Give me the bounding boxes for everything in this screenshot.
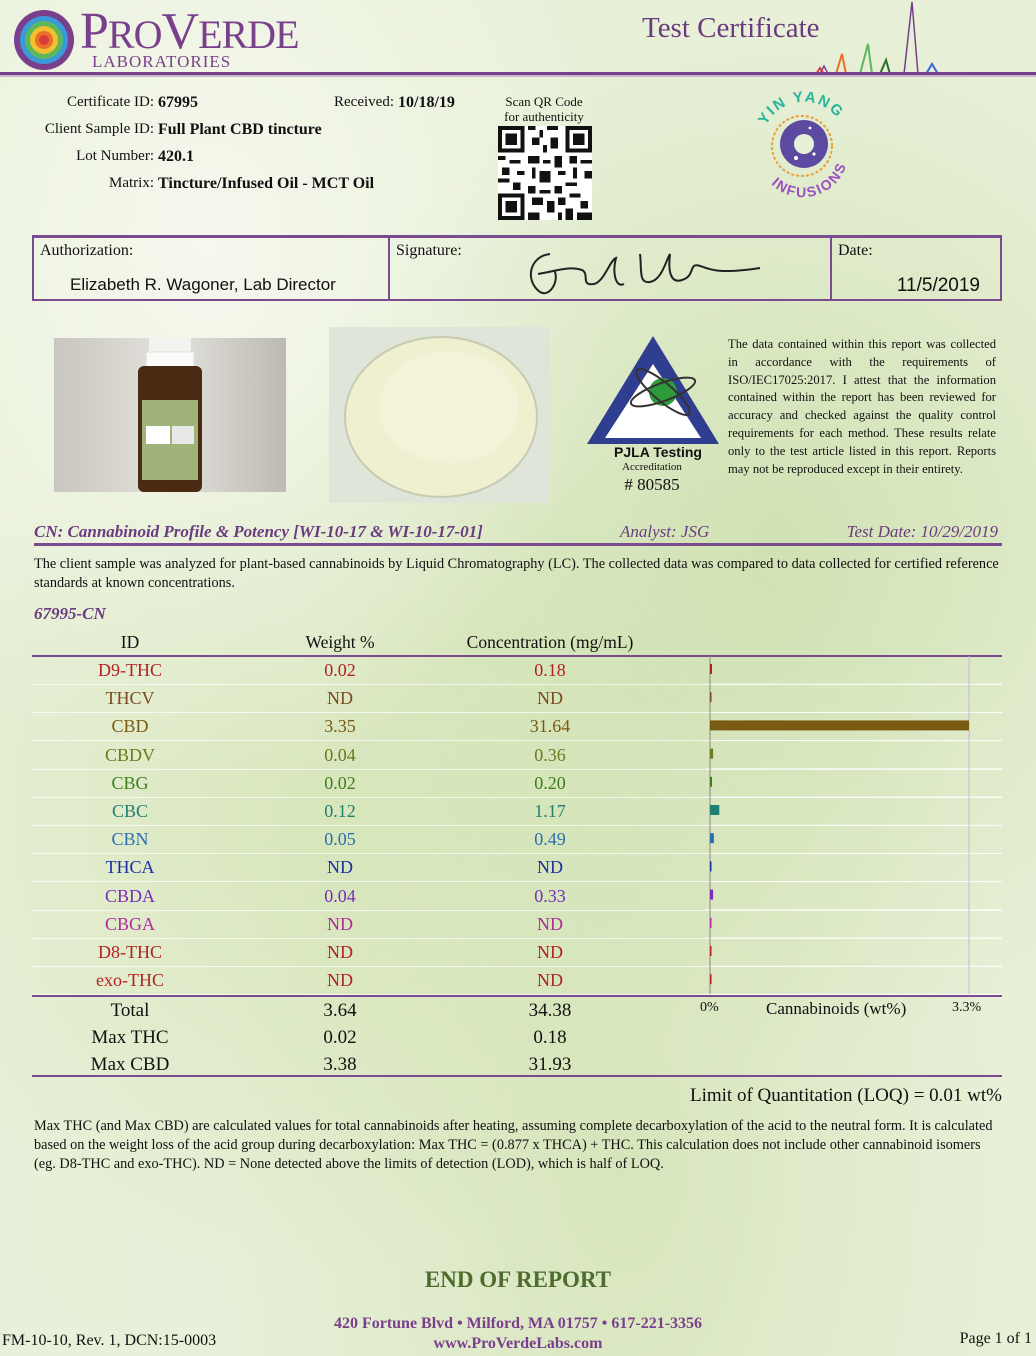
authorizer-name: Elizabeth R. Wagoner, Lab Director xyxy=(70,275,336,294)
matrix-value: Tincture/Infused Oil - MCT Oil xyxy=(158,175,375,192)
client-sample-id-value: Full Plant CBD tincture xyxy=(158,121,322,138)
chart-bar-d8-thc xyxy=(710,946,712,956)
qr-code-icon[interactable] xyxy=(498,126,592,220)
concentration: ND xyxy=(537,970,563,991)
lot-number-value: 420.1 xyxy=(158,148,194,165)
concentration: 0.20 xyxy=(534,772,566,793)
end-of-report: END OF REPORT xyxy=(424,1267,612,1292)
cannabinoid-id: CBN xyxy=(111,829,149,850)
weight-percent: 0.05 xyxy=(324,829,356,850)
chart-bar-cbc xyxy=(710,805,719,815)
chart-bar-cbda xyxy=(710,890,713,900)
total-weight: 3.64 xyxy=(323,1000,357,1021)
weight-percent: ND xyxy=(327,970,353,991)
pjla-accreditation-logo xyxy=(583,334,721,496)
concentration: 0.49 xyxy=(534,829,566,850)
cannabinoid-id: CBD xyxy=(111,716,149,737)
chart-bar-cbdv xyxy=(710,749,713,759)
authorization-cell xyxy=(34,238,390,299)
pjla-name: PJLA Testing xyxy=(614,444,702,460)
totals-rule xyxy=(32,1075,1002,1077)
chart-bar-cbg xyxy=(710,777,712,787)
weight-percent: 0.02 xyxy=(324,660,356,680)
concentration: ND xyxy=(537,942,563,962)
concentration: 0.33 xyxy=(534,885,566,906)
lab-website-link[interactable]: www.ProVerdeLabs.com xyxy=(433,1335,603,1352)
document-title: Test Certificate xyxy=(642,12,820,44)
chart-tick-min: 0% xyxy=(700,1000,719,1015)
cannabinoid-id: CBC xyxy=(111,801,149,821)
form-id: FM-10-10, Rev. 1, DCN:15-0003 xyxy=(2,1332,217,1349)
client-logo-top-text: YIN YANG xyxy=(754,88,848,128)
calculation-notes: Max THC (and Max CBD) are calculated values for total cannabinoids after heating, assuming complete decarboxylation of the acid to the neutral form. It is calculated based on the weight loss of the acid group during decarboxylation: Max THC = (0.877 x THCA) + THC. This calculation does not include other cannabinoid isomers (eg. D8-THC and exo-THC). ND = None detected above the limits of detection (LOD), which is half of LOQ. xyxy=(34,1118,993,1172)
chart-bar-exo-thc xyxy=(710,974,712,984)
cannabinoid-id: CBG xyxy=(111,772,149,793)
weight-percent: 3.35 xyxy=(324,716,356,737)
chart-bar-cbn xyxy=(710,833,714,843)
test-date: Test Date: 10/29/2019 xyxy=(846,522,998,541)
concentration: 0.36 xyxy=(534,744,566,765)
logo-subtitle: LABORATORIES xyxy=(92,52,232,71)
cannabinoid-id: THCV xyxy=(105,688,155,709)
certificate-id-label: Certificate ID: xyxy=(66,94,154,110)
total-weight: 0.02 xyxy=(323,1027,357,1048)
pjla-number: # 80585 xyxy=(624,475,680,494)
weight-percent: 0.04 xyxy=(324,744,356,765)
lab-address: 420 Fortune Blvd • Milford, MA 01757 • 617-221-3356 xyxy=(333,1315,703,1332)
weight-percent: 0.12 xyxy=(324,801,356,821)
cannabinoid-id: CBDV xyxy=(104,744,155,765)
pjla-sub: Accreditation xyxy=(622,461,682,473)
concentration: ND xyxy=(537,688,563,709)
chart-axis-label: Cannabinoids (wt%) xyxy=(766,999,907,1018)
yin-yang-infusions-logo-icon xyxy=(740,88,864,198)
total-row xyxy=(32,998,682,1025)
weight-percent: ND xyxy=(327,913,353,934)
chart-bar-thca xyxy=(710,861,712,871)
pjla-triangle-icon xyxy=(583,334,721,446)
chart-bar-cbga xyxy=(710,918,712,928)
cannabinoid-id: CBDA xyxy=(104,885,155,906)
total-concentration: 34.38 xyxy=(528,1000,572,1021)
weight-percent: ND xyxy=(327,942,353,962)
results-body-rule xyxy=(32,995,1002,997)
weight-percent: 0.04 xyxy=(324,885,356,906)
logo-wordmark: PROVERDE xyxy=(80,3,299,60)
total-concentration: 31.93 xyxy=(528,1054,572,1075)
col-header-weight: Weight % xyxy=(305,632,375,652)
total-row xyxy=(32,1025,682,1052)
chart-bar-d9-thc xyxy=(710,664,712,674)
cannabinoid-id: D9-THC xyxy=(98,660,162,680)
method-description: The client sample was analyzed for plant-based cannabinoids by Liquid Chromatography (LC). The collected data was compared to data collected for certified reference standards at known concentrations. xyxy=(34,556,999,591)
section-header xyxy=(34,522,1002,546)
cannabinoid-id: D8-THC xyxy=(98,942,162,962)
chart-bar-cbd xyxy=(710,720,969,730)
total-label: Total xyxy=(110,1000,150,1021)
sample-id: 67995-CN xyxy=(34,604,106,623)
concentration: 1.17 xyxy=(534,801,566,821)
certificate-id-value: 67995 xyxy=(158,94,198,111)
received-label: Received: xyxy=(334,94,394,110)
chromatogram-peaks-graphic xyxy=(800,0,1036,80)
weight-percent: 0.02 xyxy=(324,772,356,793)
cannabinoid-bar-chart xyxy=(706,656,1002,996)
handwritten-signature xyxy=(520,240,780,298)
client-logo-bottom-text: INFUSIONS xyxy=(768,159,850,198)
concentration: 0.18 xyxy=(534,660,566,680)
oil-sample-photo xyxy=(329,327,550,503)
page-number: Page 1 of 1 xyxy=(959,1330,1032,1347)
total-label: Max THC xyxy=(91,1027,169,1048)
authorization-table xyxy=(32,235,1002,301)
signature-label: Signature: xyxy=(396,242,462,259)
lot-number-label: Lot Number: xyxy=(76,148,154,164)
total-weight: 3.38 xyxy=(323,1054,357,1075)
chart-tick-max: 3.3% xyxy=(952,1000,982,1015)
col-header-id: ID xyxy=(120,632,140,652)
concentration: ND xyxy=(537,913,563,934)
col-header-concentration: Concentration (mg/mL) xyxy=(466,632,634,652)
qr-label: Scan QR Code for authenticity xyxy=(504,94,584,124)
signature-cell xyxy=(390,238,832,299)
date-label: Date: xyxy=(838,242,873,259)
matrix-label: Matrix: xyxy=(109,175,154,191)
date-value: 11/5/2019 xyxy=(896,275,980,296)
analyst: Analyst: JSG xyxy=(620,522,710,541)
concentration: 31.64 xyxy=(529,716,571,737)
accreditation-statement: The data contained within this report was collected in accordance with the requirements of ISO/IEC17025:2017. I attest that the information contained within the report has been reviewed for accuracy and checked against the quality control requirements for each method. These results relate only to the test article listed in this report. Reports may not be reproduced except in their entirety. xyxy=(728,337,996,476)
cannabinoid-id: THCA xyxy=(105,857,155,878)
proverde-logo-icon xyxy=(12,8,76,72)
client-sample-id-label: Client Sample ID: xyxy=(44,121,154,137)
weight-percent: ND xyxy=(327,688,353,709)
total-concentration: 0.18 xyxy=(533,1027,567,1048)
chart-bar-thcv xyxy=(710,692,712,702)
cannabinoid-id: exo-THC xyxy=(96,970,164,991)
cannabinoid-id: CBGA xyxy=(104,913,155,934)
date-cell xyxy=(832,238,1000,299)
weight-percent: ND xyxy=(327,857,353,878)
received-value: 10/18/19 xyxy=(398,94,455,111)
authorization-label: Authorization: xyxy=(40,242,134,259)
loq-statement: Limit of Quantitation (LOQ) = 0.01 wt% xyxy=(689,1085,1002,1106)
concentration: ND xyxy=(537,857,563,878)
section-title: CN: Cannabinoid Profile & Potency [WI-10-17 & WI-10-17-01] xyxy=(34,522,483,541)
sample-bottle-photo xyxy=(54,338,286,492)
total-label: Max CBD xyxy=(90,1054,170,1075)
header-divider xyxy=(0,72,1036,78)
